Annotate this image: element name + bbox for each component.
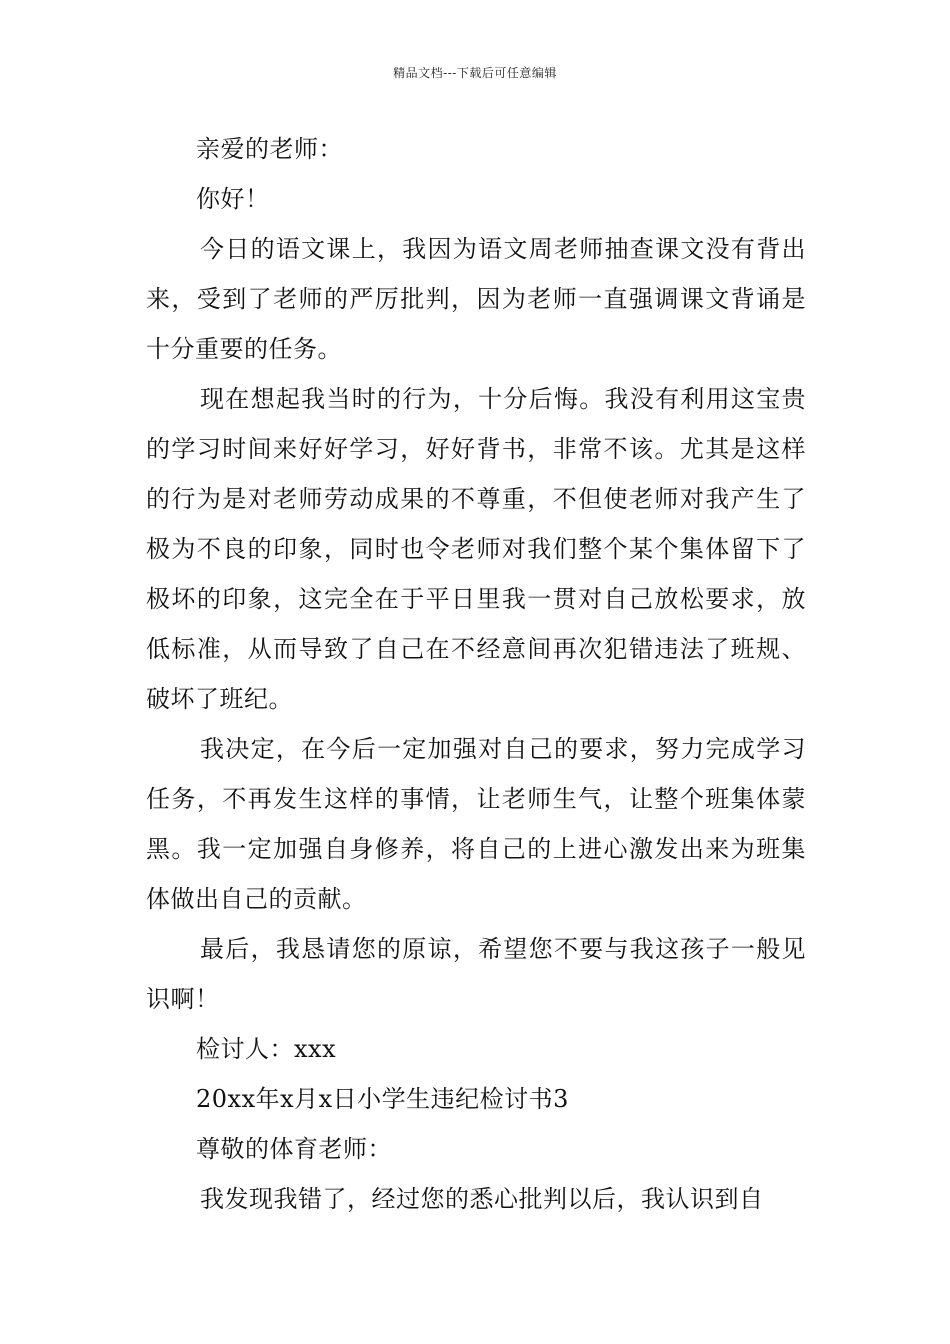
page-header: 精品文档---下载后可任意编辑 xyxy=(393,66,557,80)
greeting: 亲爱的老师： xyxy=(196,135,343,163)
paragraph-2: 现在想起我当时的行为，十分后悔。我没有利用这宝贵的学习时间来好好学习，好好背书，非常不该。尤其是这样的行为是对老师劳动成果的不尊重，不但使老师对我产生了极为不良的印象，同时也令老师对我们整个某个集体留下了极坏的印象，这完全在于平日里我一贯对自己放松要求，放低标准，从而导致了自己在不经意间再次犯错违法了班规、破坏了班纪。 xyxy=(146,385,806,713)
paragraph-3: 我决定，在今后一定加强对自己的要求，努力完成学习任务，不再发生这样的事情，让老师生气，让整个班集体蒙黑。我一定加强自身修养，将自己的上进心激发出来为班集体做出自己的贡献。 xyxy=(146,735,806,913)
paragraph-4: 最后，我恳请您的原谅，希望您不要与我这孩子一般见识啊！ xyxy=(146,935,806,1013)
hello-line: 你好！ xyxy=(196,185,270,213)
greeting-2: 尊敬的体育老师： xyxy=(196,1135,392,1163)
signer-line: 检讨人：xxx xyxy=(196,1035,337,1063)
paragraph-1: 今日的语文课上，我因为语文周老师抽查课文没有背出来，受到了老师的严厉批判，因为老师一直强调课文背诵是十分重要的任务。 xyxy=(146,235,806,363)
paragraph-5: 我发现我错了，经过您的悉心批判以后，我认识到自 xyxy=(200,1185,764,1213)
date-title-line: 20xx年x月x日小学生违纪检讨书3 xyxy=(196,1085,569,1113)
document-body xyxy=(146,124,806,1224)
